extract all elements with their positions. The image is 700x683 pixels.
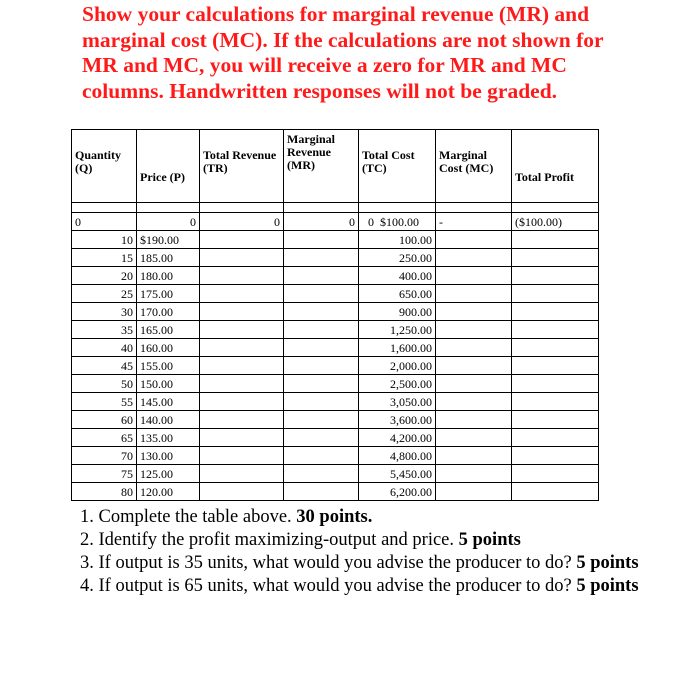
table-body [72, 231, 599, 501]
cell-marginal-revenue: 0 [284, 213, 359, 231]
cell-total-profit [512, 483, 599, 501]
cell-price: 125.00 [137, 465, 200, 483]
header-row [72, 130, 599, 203]
cell-marginal-revenue [284, 339, 359, 357]
cell-total-cost: 2,500.00 [359, 375, 436, 393]
cell-total-revenue [200, 267, 284, 285]
cell-total-profit [512, 321, 599, 339]
cell-marginal-revenue [284, 285, 359, 303]
cell-total-revenue [200, 321, 284, 339]
header-total-profit: Total Profit [512, 130, 599, 203]
table-row [72, 339, 599, 357]
question-3 [80, 552, 640, 575]
cell-quantity: 30 [72, 303, 137, 321]
cell-price: 130.00 [137, 447, 200, 465]
table-row [72, 429, 599, 447]
cell-marginal-cost [436, 267, 512, 285]
cell-marginal-cost [436, 429, 512, 447]
cell-marginal-revenue [284, 465, 359, 483]
cell-total-revenue [200, 285, 284, 303]
cell-total-revenue: 0 [200, 213, 284, 231]
question-2 [80, 529, 640, 552]
cell-total-profit [512, 447, 599, 465]
cell-marginal-revenue [284, 411, 359, 429]
cell-total-profit: ($100.00) [512, 213, 599, 231]
header-total-revenue: Total Revenue (TR) [200, 130, 284, 203]
cell-quantity: 60 [72, 411, 137, 429]
cell-marginal-revenue [284, 429, 359, 447]
cell-total-revenue [200, 447, 284, 465]
cell-price: 180.00 [137, 267, 200, 285]
cell-marginal-cost [436, 231, 512, 249]
question-text: 2. Identify the profit maximizing-output and price. [80, 530, 459, 550]
table-row [72, 267, 599, 285]
cell-quantity: 20 [72, 267, 137, 285]
cell-marginal-cost [436, 447, 512, 465]
cell-total-cost: 650.00 [359, 285, 436, 303]
cell-total-cost [359, 213, 436, 231]
header-marginal-cost: Marginal Cost (MC) [436, 130, 512, 203]
cell-marginal-cost: - [436, 213, 512, 231]
cell-total-revenue [200, 465, 284, 483]
cell-total-cost: 5,450.00 [359, 465, 436, 483]
spacer-cell [200, 203, 284, 213]
cell-total-cost: 1,250.00 [359, 321, 436, 339]
cell-total-cost: 3,600.00 [359, 411, 436, 429]
cell-quantity: 35 [72, 321, 137, 339]
question-points: 5 points [576, 553, 639, 573]
table-row [72, 483, 599, 501]
spacer-cell [359, 203, 436, 213]
cell-quantity: 80 [72, 483, 137, 501]
table-row [72, 465, 599, 483]
question-text: 4. If output is 65 units, what would you advise the producer to do? [80, 576, 577, 596]
table-row [72, 393, 599, 411]
header-price: Price (P) [137, 130, 200, 203]
cell-total-revenue [200, 483, 284, 501]
table-row [72, 303, 599, 321]
cell-total-profit [512, 393, 599, 411]
cell-total-profit [512, 375, 599, 393]
cell-price: 175.00 [137, 285, 200, 303]
header-quantity: Quantity (Q) [72, 130, 137, 203]
table-row [72, 321, 599, 339]
cell-marginal-cost [436, 357, 512, 375]
cell-marginal-cost [436, 483, 512, 501]
cell-total-cost: 1,600.00 [359, 339, 436, 357]
cell-total-profit [512, 357, 599, 375]
cell-total-profit [512, 231, 599, 249]
cell-marginal-cost [436, 465, 512, 483]
cell-marginal-cost [436, 339, 512, 357]
spacer-cell [137, 203, 200, 213]
cell-total-revenue [200, 357, 284, 375]
cell-total-revenue [200, 249, 284, 267]
cell-marginal-revenue [284, 375, 359, 393]
cell-marginal-revenue [284, 357, 359, 375]
header-total-cost: Total Cost (TC) [359, 130, 436, 203]
cell-marginal-cost [436, 321, 512, 339]
cell-marginal-revenue [284, 303, 359, 321]
cell-marginal-cost [436, 375, 512, 393]
table-row [72, 249, 599, 267]
cell-marginal-revenue [284, 321, 359, 339]
cell-price: 160.00 [137, 339, 200, 357]
cell-marginal-cost [436, 285, 512, 303]
cell-price: 150.00 [137, 375, 200, 393]
table-row [72, 375, 599, 393]
cell-marginal-revenue [284, 447, 359, 465]
table-row [72, 447, 599, 465]
cell-total-cost: 400.00 [359, 267, 436, 285]
cell-total-revenue [200, 231, 284, 249]
cell-quantity: 10 [72, 231, 137, 249]
cell-marginal-revenue [284, 483, 359, 501]
spacer-cell [284, 203, 359, 213]
cell-price: 155.00 [137, 357, 200, 375]
cell-quantity: 0 [72, 213, 137, 231]
cell-total-profit [512, 249, 599, 267]
cell-price: 170.00 [137, 303, 200, 321]
cell-total-cost: 3,050.00 [359, 393, 436, 411]
table-row [72, 411, 599, 429]
cell-total-cost-value: $100.00 [380, 214, 419, 229]
cell-total-revenue [200, 411, 284, 429]
spacer-row [72, 203, 599, 213]
question-list [80, 506, 640, 598]
cell-marginal-revenue [284, 249, 359, 267]
cell-quantity: 65 [72, 429, 137, 447]
question-text: 3. If output is 35 units, what would you advise the producer to do? [80, 553, 577, 573]
cell-total-cost: 250.00 [359, 249, 436, 267]
table-row [72, 357, 599, 375]
cell-total-profit [512, 339, 599, 357]
cell-price: 135.00 [137, 429, 200, 447]
cost-revenue-table [71, 129, 599, 501]
cell-marginal-cost [436, 303, 512, 321]
cell-marginal-cost [436, 249, 512, 267]
cell-total-cost: 6,200.00 [359, 483, 436, 501]
header-marginal-revenue: Marginal Revenue (MR) [284, 130, 359, 203]
cell-price: 140.00 [137, 411, 200, 429]
question-1 [80, 506, 640, 529]
cell-marginal-revenue [284, 231, 359, 249]
table-row [72, 285, 599, 303]
cell-price: 145.00 [137, 393, 200, 411]
cell-total-profit [512, 285, 599, 303]
cell-quantity: 15 [72, 249, 137, 267]
spacer-cell [436, 203, 512, 213]
cell-quantity: 45 [72, 357, 137, 375]
cell-total-revenue [200, 303, 284, 321]
cell-total-cost: 4,200.00 [359, 429, 436, 447]
cell-quantity: 70 [72, 447, 137, 465]
cell-price: 0 [137, 213, 200, 231]
cell-price: $190.00 [137, 231, 200, 249]
table-row [72, 231, 599, 249]
table-row-zero [72, 213, 599, 231]
cell-total-profit [512, 267, 599, 285]
cell-total-profit [512, 465, 599, 483]
question-text: 1. Complete the table above. [80, 507, 297, 527]
cell-quantity: 55 [72, 393, 137, 411]
spacer-cell [72, 203, 137, 213]
cell-quantity: 50 [72, 375, 137, 393]
question-points: 5 points [576, 576, 639, 596]
cell-total-profit [512, 411, 599, 429]
cell-total-cost: 4,800.00 [359, 447, 436, 465]
cell-marginal-cost [436, 393, 512, 411]
assignment-instructions: Show your calculations for marginal revenue (MR) and marginal cost (MC). If the calculations are not shown for MR and MC, you will receive a zero for MR and MC columns. Handwritten responses will not be graded. [82, 2, 604, 103]
cell-total-cost: 100.00 [359, 231, 436, 249]
cell-total-profit [512, 429, 599, 447]
cell-total-cost: 2,000.00 [359, 357, 436, 375]
cell-marginal-revenue [284, 393, 359, 411]
cell-price: 165.00 [137, 321, 200, 339]
cell-price: 120.00 [137, 483, 200, 501]
cell-total-profit [512, 303, 599, 321]
cell-price: 185.00 [137, 249, 200, 267]
question-4 [80, 575, 640, 598]
spacer-cell [512, 203, 599, 213]
cell-quantity: 75 [72, 465, 137, 483]
cell-quantity: 40 [72, 339, 137, 357]
cell-total-cost: 900.00 [359, 303, 436, 321]
cell-zero-label: 0 [368, 214, 374, 229]
cell-total-revenue [200, 339, 284, 357]
cell-marginal-revenue [284, 267, 359, 285]
question-points: 5 points [458, 530, 521, 550]
cell-total-revenue [200, 429, 284, 447]
cell-marginal-cost [436, 411, 512, 429]
cell-total-revenue [200, 393, 284, 411]
cell-total-revenue [200, 375, 284, 393]
cell-quantity: 25 [72, 285, 137, 303]
question-points: 30 points. [296, 507, 373, 527]
